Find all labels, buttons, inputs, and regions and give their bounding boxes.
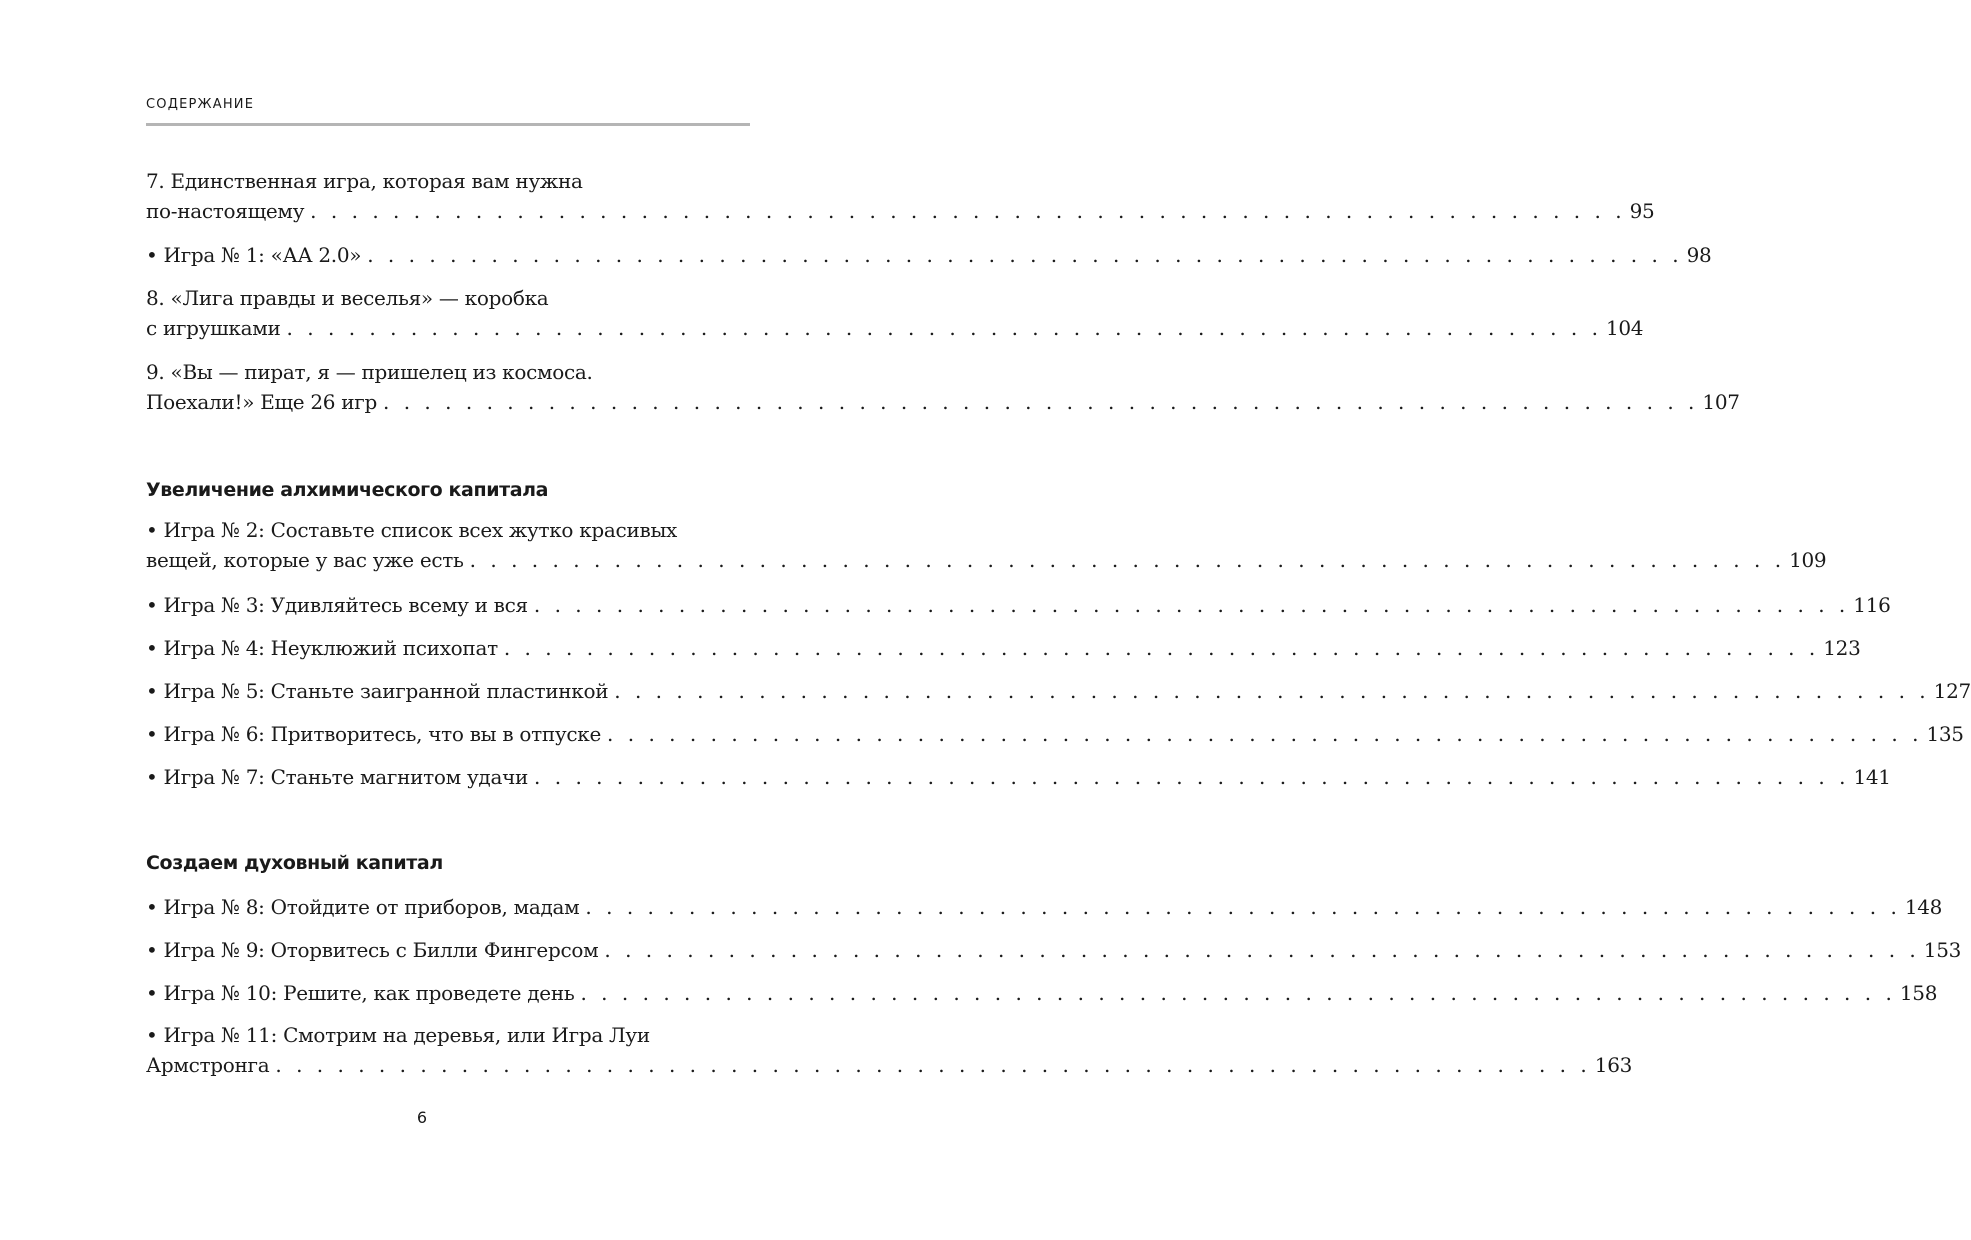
toc-entry-title-continued: Поехали!» Еще 26 игр xyxy=(146,390,377,414)
toc-page-number: 141 xyxy=(1853,765,1891,789)
toc-page-number: 95 xyxy=(1629,199,1655,223)
dot-leader: . . . . . . . . . . . . . . . . . . . . . . . . . . . . . . . . . . . . . . . . . . . . . . . . . . . . . . . . . . . . . . . . xyxy=(580,981,1896,1005)
toc-entry-title-continued: Армстронга xyxy=(146,1053,270,1077)
toc-entry-title-line: • Игра № 11: Смотрим на деревья, или Игра Луи xyxy=(146,1023,650,1047)
toc-entry-title: • Игра № 7: Станьте магнитом удачи xyxy=(146,765,529,789)
toc-entry-chapter-9[interactable] xyxy=(146,357,1740,417)
toc-entry-title-line: 7. Единственная игра, которая вам нужна xyxy=(146,169,583,193)
dot-leader: . . . . . . . . . . . . . . . . . . . . . . . . . . . . . . . . . . . . . . . . . . . . . . . . . . . . . . . . . . . . . . . . xyxy=(383,390,1699,414)
dot-leader: . . . . . . . . . . . . . . . . . . . . . . . . . . . . . . . . . . . . . . . . . . . . . . . . . . . . . . . . . . . . . . . . xyxy=(503,636,1820,660)
toc-page-number: 127 xyxy=(1933,679,1971,703)
toc-entry-game-9[interactable] xyxy=(146,935,1962,965)
toc-entry-game-5[interactable] xyxy=(146,676,1971,706)
toc-page-number: 163 xyxy=(1594,1053,1633,1077)
toc-page-number: 98 xyxy=(1686,243,1712,267)
dot-leader: . . . . . . . . . . . . . . . . . . . . . . . . . . . . . . . . . . . . . . . . . . . . . . . . . . . . . . . . . . . . . . . . xyxy=(604,938,1920,962)
toc-entry-game-4[interactable] xyxy=(146,633,1861,663)
toc-entry-title-line: 9. «Вы — пират, я — пришелец из космоса. xyxy=(146,360,593,384)
toc-entry-title: • Игра № 6: Притворитесь, что вы в отпуске xyxy=(146,722,602,746)
toc-page-number: 109 xyxy=(1789,548,1827,572)
toc-entry-chapter-8[interactable] xyxy=(146,283,1644,343)
toc-page-number: 135 xyxy=(1926,722,1964,746)
toc-entry-title-continued: с игрушками xyxy=(146,316,281,340)
toc-entry-title-continued: вещей, которые у вас уже есть xyxy=(146,548,464,572)
toc-entry-title: • Игра № 9: Оторвитесь с Билли Фингерсом xyxy=(146,938,599,962)
toc-page-number: 148 xyxy=(1904,895,1943,919)
toc-entry-game-6[interactable] xyxy=(146,719,1964,749)
dot-leader: . . . . . . . . . . . . . . . . . . . . . . . . . . . . . . . . . . . . . . . . . . . . . . . . . . . . . . . . . . . . . . . . xyxy=(469,548,1786,572)
running-head-rule xyxy=(146,123,750,126)
folio-page-number: 6 xyxy=(416,1108,428,1127)
toc-entry-game-1[interactable] xyxy=(146,240,1712,270)
section-heading-alchemical-capital: Увеличение алхимического капитала xyxy=(146,479,549,501)
toc-entry-game-8[interactable] xyxy=(146,892,1943,922)
toc-entry-title-line: • Игра № 2: Составьте список всех жутко красивых xyxy=(146,518,678,542)
toc-entry-game-3[interactable] xyxy=(146,590,1891,620)
toc-entry-game-2[interactable] xyxy=(146,515,1827,575)
toc-entry-title: • Игра № 8: Отойдите от приборов, мадам xyxy=(146,895,580,919)
dot-leader: . . . . . . . . . . . . . . . . . . . . . . . . . . . . . . . . . . . . . . . . . . . . . . . . . . . . . . . . . . . . . . . . xyxy=(286,316,1602,340)
toc-entry-title: • Игра № 4: Неуклюжий психопат xyxy=(146,636,498,660)
toc-entry-game-10[interactable] xyxy=(146,978,1938,1008)
dot-leader: . . . . . . . . . . . . . . . . . . . . . . . . . . . . . . . . . . . . . . . . . . . . . . . . . . . . . . . . . . . . . . . . xyxy=(534,765,1850,789)
toc-entry-title-continued: по-настоящему xyxy=(146,199,305,223)
toc-page-number: 123 xyxy=(1823,636,1861,660)
toc-page-number: 107 xyxy=(1702,390,1740,414)
dot-leader: . . . . . . . . . . . . . . . . . . . . . . . . . . . . . . . . . . . . . . . . . . . . . . . . . . . . . . . . . . . . . . . . xyxy=(533,593,1850,617)
toc-page-number: 104 xyxy=(1605,316,1644,340)
running-head: СОДЕРЖАНИЕ xyxy=(146,97,255,112)
toc-entry-game-7[interactable] xyxy=(146,762,1891,792)
toc-entry-title: • Игра № 1: «АА 2.0» xyxy=(146,243,362,267)
toc-page-number: 158 xyxy=(1899,981,1938,1005)
toc-page-number: 116 xyxy=(1853,593,1891,617)
dot-leader: . . . . . . . . . . . . . . . . . . . . . . . . . . . . . . . . . . . . . . . . . . . . . . . . . . . . . . . . . . . . . . . . xyxy=(607,722,1923,746)
toc-entry-title: • Игра № 5: Станьте заигранной пластинкой xyxy=(146,679,609,703)
section-heading-spiritual-capital: Создаем духовный капитал xyxy=(146,852,443,874)
dot-leader: . . . . . . . . . . . . . . . . . . . . . . . . . . . . . . . . . . . . . . . . . . . . . . . . . . . . . . . . . . . . . . . . xyxy=(310,199,1626,223)
dot-leader: . . . . . . . . . . . . . . . . . . . . . . . . . . . . . . . . . . . . . . . . . . . . . . . . . . . . . . . . . . . . . . . . xyxy=(275,1053,1591,1077)
dot-leader: . . . . . . . . . . . . . . . . . . . . . . . . . . . . . . . . . . . . . . . . . . . . . . . . . . . . . . . . . . . . . . . . xyxy=(585,895,1901,919)
toc-page-number: 153 xyxy=(1923,938,1962,962)
dot-leader: . . . . . . . . . . . . . . . . . . . . . . . . . . . . . . . . . . . . . . . . . . . . . . . . . . . . . . . . . . . . . . . . xyxy=(367,243,1683,267)
toc-entry-title: • Игра № 10: Решите, как проведете день xyxy=(146,981,575,1005)
toc-entry-game-11[interactable] xyxy=(146,1020,1633,1080)
toc-entry-title-line: 8. «Лига правды и веселья» — коробка xyxy=(146,286,549,310)
toc-entry-title: • Игра № 3: Удивляйтесь всему и вся xyxy=(146,593,528,617)
dot-leader: . . . . . . . . . . . . . . . . . . . . . . . . . . . . . . . . . . . . . . . . . . . . . . . . . . . . . . . . . . . . . . . . xyxy=(614,679,1930,703)
toc-entry-chapter-7[interactable] xyxy=(146,166,1655,226)
